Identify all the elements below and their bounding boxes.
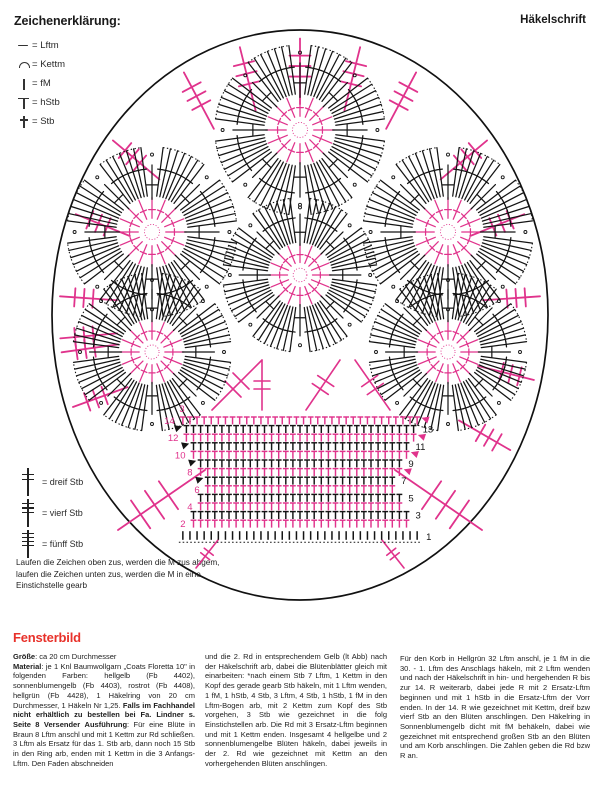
article-column-3: Für den Korb in Hellgrün 32 Lftm anschl, je 1 fM in die 30. - 1. Lftm des Anschlags häkeln, mit 2 Lftm wenden und nach der Häkelschrift in hin- und hergehenden R bis zur 14. R weiterarb, dabei jede R mit 2 Ersatz-Lftm beginnen und mit 1 hStb in die Ersatz-Lftm der Vorr enden. In der 14. R wie gezeichnet mit Kettm, dreif bzw vierf Stb an den Blüten anschlingen. Den Häkelring in Sonnenblumengelb dicht mit fM behäkeln, dabei wie gezeichnet mit entsprechend großen Stb an den Blüten und am Korb anschlingen. Die Zahlen geben die Rd bzw R an. <box>400 654 590 761</box>
legend-label: = fünff Stb <box>42 539 83 549</box>
groesse-label: Größe <box>13 652 36 661</box>
material-value: : je 1 Knl Baumwollgarn „Coats Floretta 10" in folgenden Farben: hellgelb (Fb 4402), sonnenblumengelb (Fb 4403), rostrot (Fb 4408), hellgrün (Fb 4428), 1 Häkelring von 20 cm Durchmesser, 1 Häkeln Nr 1,25. <box>13 661 195 710</box>
article-column-1 <box>13 652 195 768</box>
legend-label: = hStb <box>32 97 60 108</box>
svg-text:6: 6 <box>194 484 200 496</box>
svg-text:1: 1 <box>426 531 432 543</box>
article-title: Fensterbild <box>13 630 81 645</box>
svg-text:13: 13 <box>422 424 434 436</box>
legend-title: Zeichenerklärung: <box>14 14 121 28</box>
legend-label: = vierf Stb <box>42 508 83 518</box>
legend-label: = dreif Stb <box>42 477 83 487</box>
groesse-value: : ca 20 cm Durchmesser <box>35 652 117 661</box>
material-label: Material <box>13 661 42 671</box>
svg-text:7: 7 <box>401 476 407 488</box>
legend-note: Laufen die Zeichen oben zus, werden die M zus abgem, laufen die Zeichen unten zus, werden die M in eine Einstichstelle gearb <box>16 558 220 590</box>
basket-chart <box>174 417 432 543</box>
svg-text:5: 5 <box>408 493 414 505</box>
legend-label: = Stb <box>32 116 54 127</box>
document-title: Häkelschrift <box>520 14 586 26</box>
legend-label: = Kettm <box>32 59 65 70</box>
svg-text:3: 3 <box>415 510 421 522</box>
svg-text:10: 10 <box>174 450 186 462</box>
svg-text:9: 9 <box>408 459 414 470</box>
svg-text:11: 11 <box>415 441 426 453</box>
svg-text:3: 3 <box>179 404 185 415</box>
legend-label: = Lftm <box>32 40 59 51</box>
svg-text:14: 14 <box>164 416 175 427</box>
order-notice: Falls im Fachhandel nicht erhältlich zu bestellen bei Fa. Lindner s. Seite 8 Versender <box>13 700 196 729</box>
svg-text:2: 2 <box>180 519 186 531</box>
svg-text:4: 4 <box>187 502 193 513</box>
svg-text:12: 12 <box>167 433 179 445</box>
flower-motifs <box>68 46 533 431</box>
article-column-2: und die 2. Rd in entsprechendem Gelb (lt Abb) nach der Häkelschrift arb, dabei die Blütenblätter gleich mit einarbeiten: *nach einem Stb 7 Lftm, 1 Kettm in den Kopf des gerade gearb Stb häkeln, mit 1 Lftm wenden, 1 fM, 1 hStb, 4 Stb, 3 Lftm, 4 Stb, 1 hStb, 1 fM in den Lftm-Bogen arb, mit 2 Kettm zum Kopf des Stb vorgehen, 3 Stb wie gezeichnet in die folg Einstichstellen arb. Die Rd mit 3 Ersatz-Lftm beginnen und mit 1 Kettm enden. Insgesamt 4 hellgelbe und 2 sonnenblumengelbe Blüten häkeln, dabei jeweils in der 2. Rd wie gezeichnet mit Kettm an den vorhergehenden Blüten anschlingen. <box>205 652 387 768</box>
legend-label: = fM <box>32 78 51 89</box>
ausfuehrung-label: Ausführung <box>84 719 128 729</box>
article <box>0 624 600 798</box>
svg-text:8: 8 <box>187 467 193 479</box>
ausfuehrung-value: : Für eine Blüte in Braun 8 Lftm anschl und mit 1 Kettm zur Rd schließen. 3 Lftm als Ersatz für das 1. Stb arb, dann noch 15 Stb in den Ring arb, enden mit 1 Kettm in die 3 Anfangs-Lftm. Den Faden abschneiden <box>13 719 195 768</box>
